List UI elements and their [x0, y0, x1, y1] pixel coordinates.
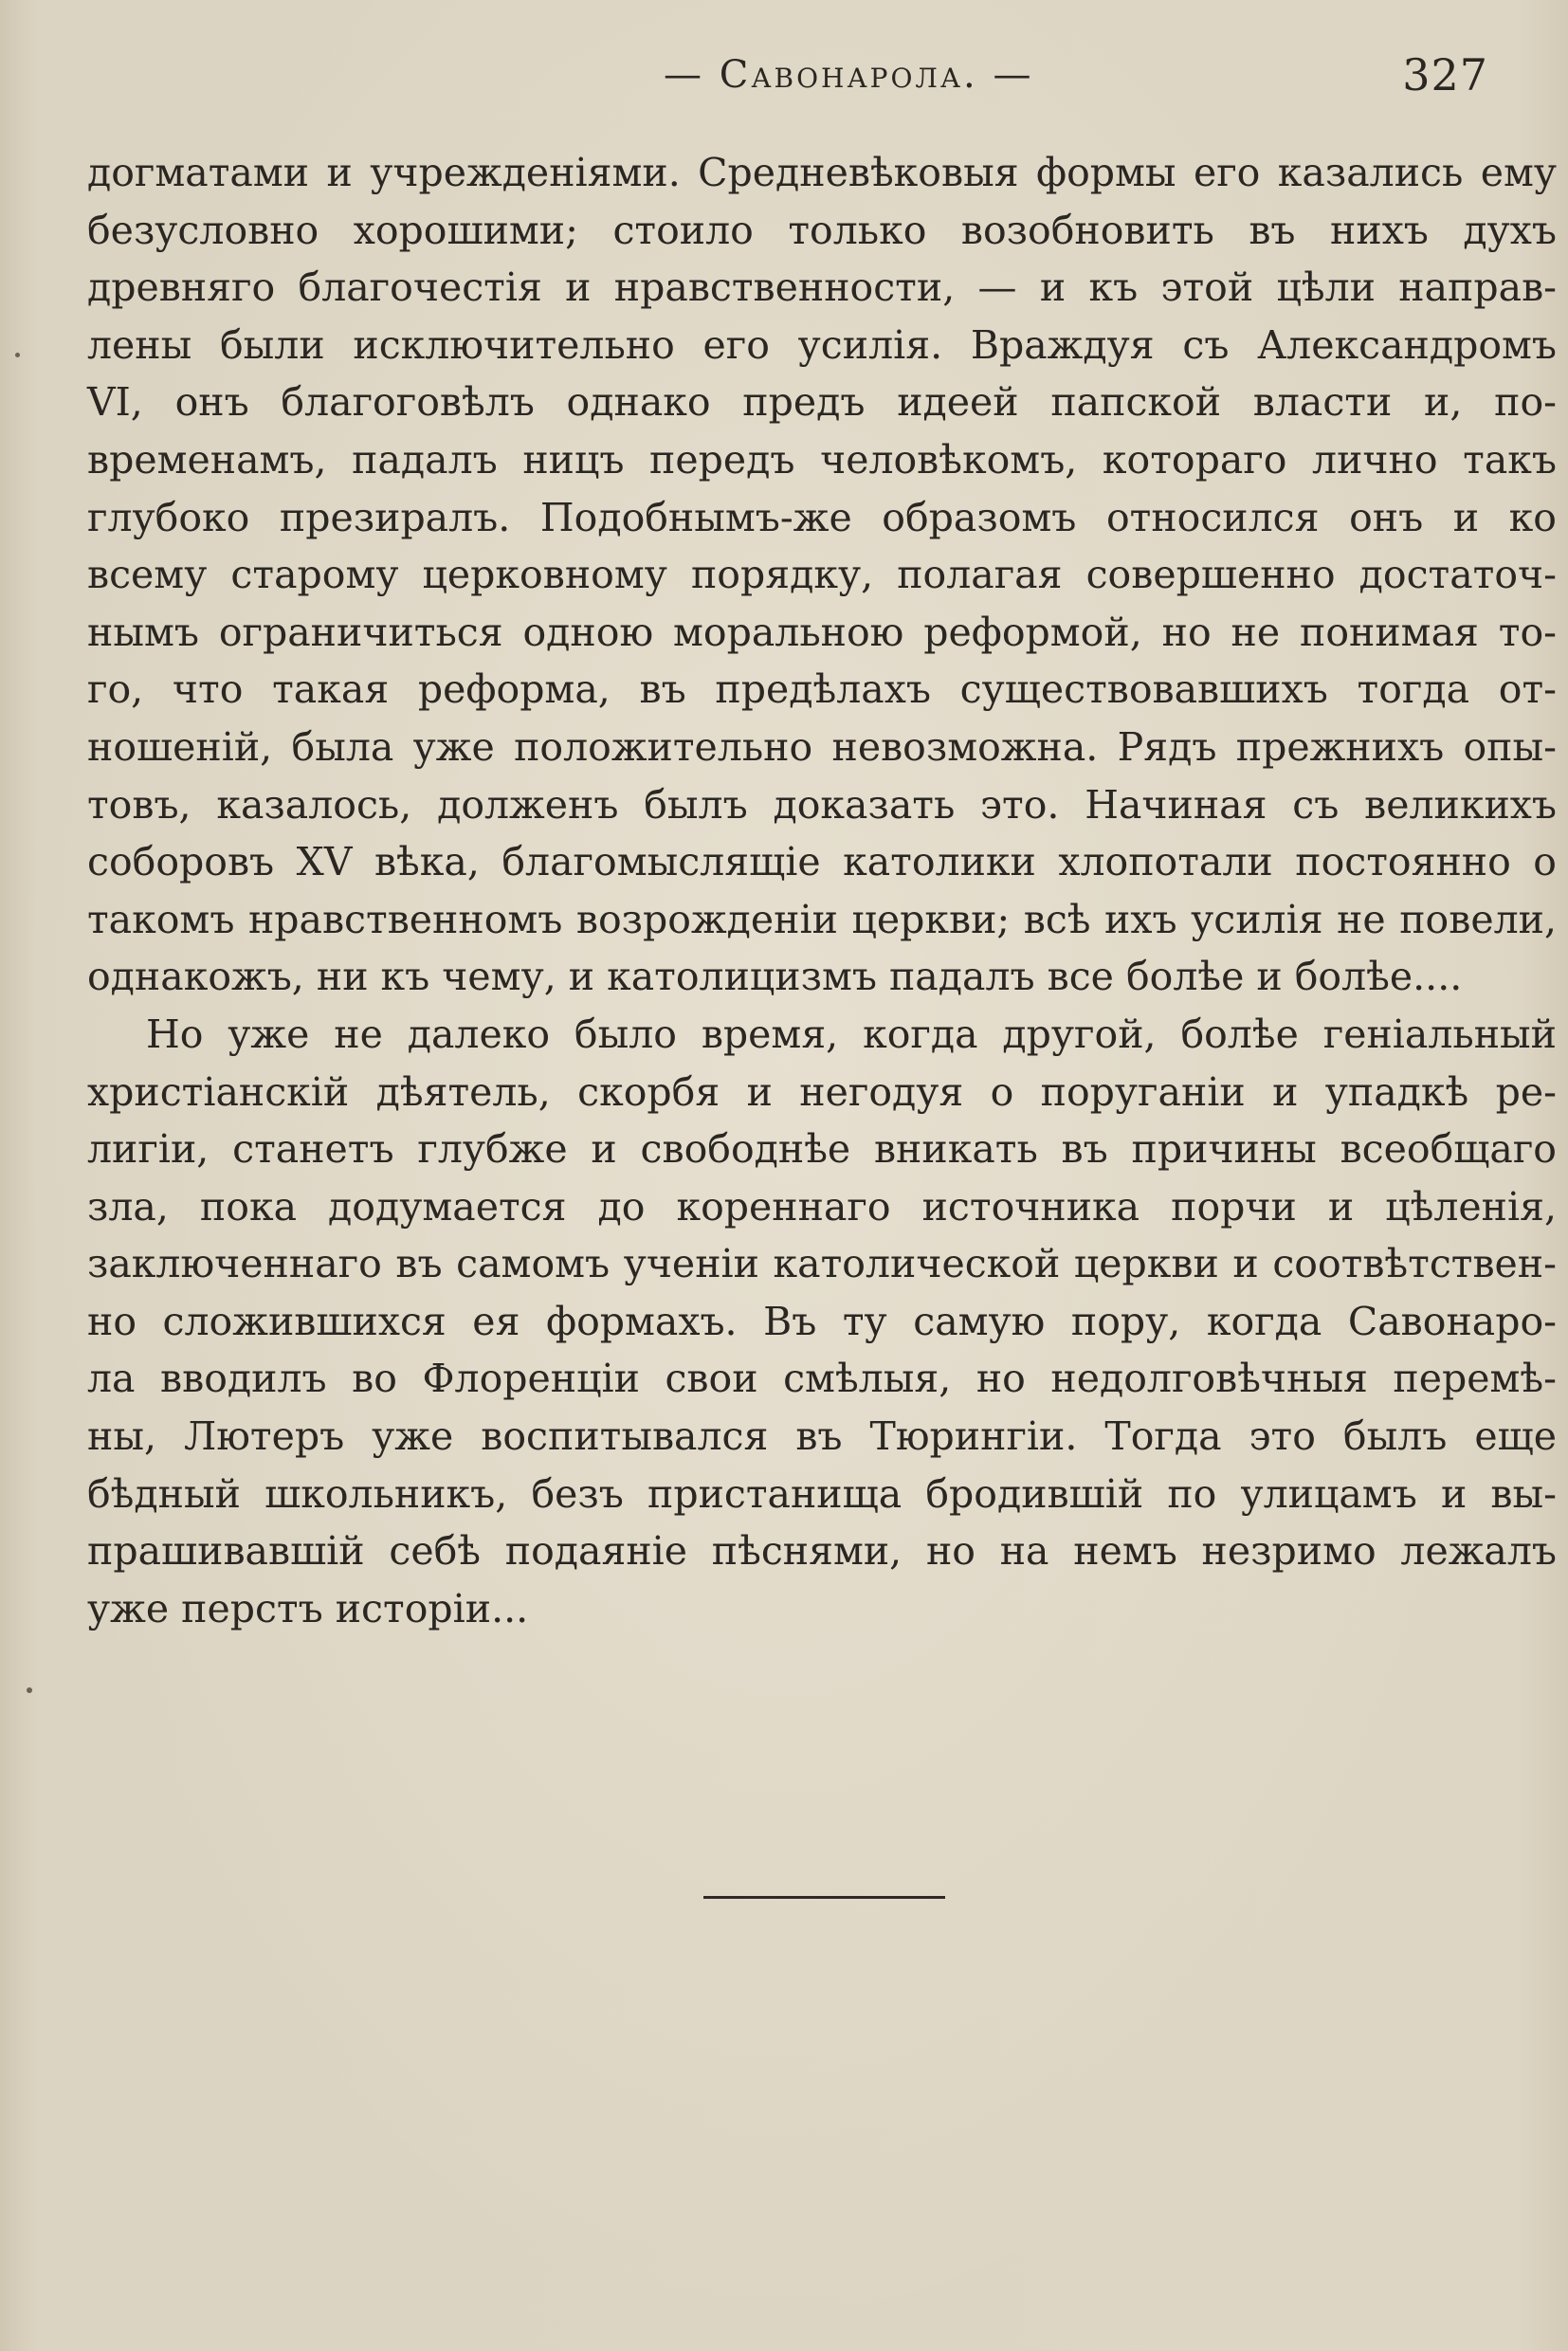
text-line: глубоко презиралъ. Подобнымъ-же образомъ относился онъ и ко: [87, 494, 1557, 540]
text-line: ны, Лютеръ уже воспитывался въ Тюрингiи. Тогда это былъ еще: [87, 1413, 1557, 1460]
text-line: ношенiй, была уже положительно невозможна. Рядъ прежнихъ опы-: [87, 723, 1557, 770]
text-line: такомъ нравственномъ возрожденiи церкви; всѣ ихъ усилiя не повели,: [87, 896, 1557, 942]
text-line: нымъ ограничиться одною моральною реформой, но не понимая то-: [87, 609, 1557, 655]
text-line: бѣдный школьникъ, безъ пристанища бродившiй по улицамъ и вы-: [87, 1470, 1557, 1517]
page-number: 327: [1402, 49, 1488, 100]
text-line: лены были исключительно его усилiя. Враждуя съ Александромъ: [87, 321, 1557, 368]
paper-speck: [27, 1687, 32, 1693]
text-line: временамъ, падалъ ницъ передъ человѣкомъ, котораго лично такъ: [87, 436, 1557, 483]
text-line: Но уже не далеко было время, когда другой, болѣе генiальный: [146, 1011, 1557, 1057]
page-header: [85, 49, 1488, 106]
text-line: уже перстъ исторiи...: [87, 1585, 529, 1631]
text-line: го, что такая реформа, въ предѣлахъ существовавшихъ тогда от-: [87, 666, 1557, 713]
text-line: товъ, казалось, долженъ былъ доказать это. Начиная съ великихъ: [87, 781, 1557, 828]
text-line: всему старому церковному порядку, полагая совершенно достаточ-: [87, 552, 1557, 598]
text-line: догматами и учрежденiями. Средневѣковыя формы его казались ему: [87, 150, 1557, 195]
text-line: лигiи, станетъ глубже и свободнѣе вникать въ причины всеобщаго: [87, 1126, 1557, 1173]
text-line: VI, онъ благоговѣлъ однако предъ идеей папской власти и, по-: [87, 379, 1557, 426]
text-line: зла, пока додумается до кореннаго источника порчи и цѣленiя,: [87, 1183, 1557, 1230]
text-line: заключеннаго въ самомъ ученiи католической церкви и соотвѣтствен-: [87, 1241, 1557, 1287]
text-line: соборовъ XV вѣка, благомыслящiе католики хлопотали постоянно о: [87, 839, 1557, 885]
paragraph-2: [87, 1006, 1557, 1638]
paragraph-1: [87, 144, 1557, 1006]
text-line: прашивавшiй себѣ подаянiе пѣснями, но на немъ незримо лежалъ: [87, 1528, 1557, 1575]
text-line: древняго благочестiя и нравственности, — и къ этой цѣли направ-: [87, 264, 1557, 311]
text-line: ла вводилъ во Флоренцiи свои смѣлыя, но недолговѣчныя перемѣ-: [87, 1356, 1557, 1402]
text-line: христiанскiй дѣятель, скорбя и негодуя о поруганiи и упадкѣ ре-: [87, 1068, 1557, 1115]
body-text: [87, 144, 1557, 1637]
running-title: — Савонарола. —: [664, 53, 1034, 97]
text-line: однакожъ, ни къ чему, и католицизмъ падалъ все болѣе и болѣе....: [87, 954, 1463, 1000]
text-line: но сложившихся ея формахъ. Въ ту самую пору, когда Савонаро-: [87, 1298, 1557, 1344]
paper-speck: [15, 353, 20, 357]
text-line: безусловно хорошими; стоило только возобновить въ нихъ духъ: [87, 207, 1557, 253]
end-rule: [703, 1896, 945, 1899]
